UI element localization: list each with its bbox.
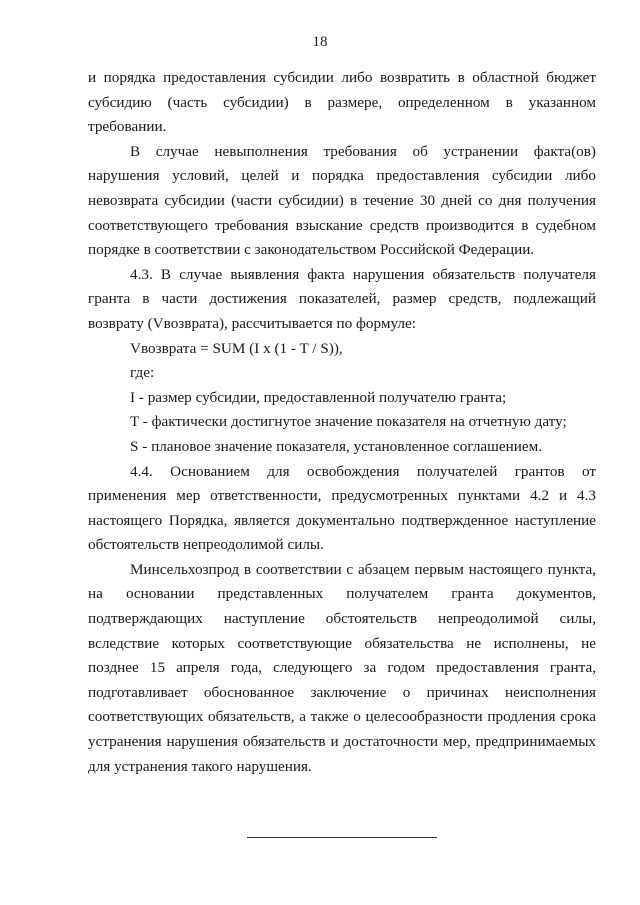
- text-line: обстоятельств непреодолимой силы.: [88, 536, 324, 554]
- paragraph-non-fulfillment: [88, 140, 596, 263]
- paragraph-clause-4-4: [88, 460, 596, 558]
- text-line: соответствующего требования взыскание средств производится в судебном: [88, 216, 596, 234]
- text-line: В случае невыполнения требования об устранении факта(ов): [130, 142, 596, 160]
- text-line: позднее 15 апреля года, следующего за годом предоставления гранта,: [88, 659, 596, 677]
- text-line: возврату (Vвозврата), рассчитывается по формуле:: [88, 314, 416, 332]
- paragraph-continuation: [88, 66, 596, 140]
- paragraph-where: [88, 361, 596, 386]
- text-line: T - фактически достигнутое значение показателя на отчетную дату;: [130, 413, 567, 431]
- paragraph-def-i: [88, 386, 596, 411]
- text-line: соответствующих обязательств, а также о целесообразности продления срока: [88, 708, 596, 726]
- text-line: и порядка предоставления субсидии либо возвратить в областной бюджет: [88, 69, 596, 86]
- text-line: 4.4. Основанием для освобождения получателей грантов от: [130, 462, 596, 480]
- text-line: порядке в соответствии с законодательством Российской Федерации.: [88, 241, 535, 259]
- text-line: требовании.: [88, 118, 167, 136]
- document-body: [88, 66, 596, 779]
- text-line: подтверждающих наступление обстоятельств непреодолимой силы,: [88, 610, 596, 628]
- text-line: подготавливает обоснованное заключение о причинах неисполнения: [88, 683, 596, 701]
- text-line: Vвозврата = SUM (I x (1 - T / S)),: [130, 339, 343, 357]
- text-line: S - плановое значение показателя, установленное соглашением.: [130, 437, 543, 455]
- text-line: I - размер субсидии, предоставленной получателю гранта;: [130, 388, 507, 406]
- page-number: 18: [312, 34, 328, 50]
- text-line: гранта в части достижения показателей, размер средств, подлежащий: [88, 290, 596, 308]
- text-line: вследствие которых соответствующие обязательства не исполнены, не: [88, 634, 596, 652]
- paragraph-formula: [88, 337, 596, 362]
- text-line: невозврата субсидии (части субсидии) в течение 30 дней со дня получения: [88, 191, 596, 209]
- text-line: устранения нарушения обязательств и достаточности мер, предпринимаемых: [88, 733, 596, 751]
- paragraph-clause-4-3: [88, 263, 596, 337]
- text-line: для устранения такого нарушения.: [88, 757, 312, 775]
- text-line: применения мер ответственности, предусмотренных пунктами 4.2 и 4.3: [88, 487, 596, 505]
- text-line: где:: [130, 364, 155, 382]
- paragraph-ministry: [88, 558, 596, 779]
- paragraph-def-t: [88, 410, 596, 435]
- text-line: Минсельхозпрод в соответствии с абзацем первым настоящего пункта,: [130, 560, 596, 578]
- text-line: нарушения условий, целей и порядка предоставления субсидии либо: [88, 167, 596, 185]
- footnote-separator: [247, 837, 437, 838]
- paragraph-def-s: [88, 435, 596, 460]
- text-line: субсидию (часть субсидии) в размере, определенном в указанном: [88, 93, 596, 111]
- text-line: настоящего Порядка, является документально подтвержденное наступление: [88, 511, 596, 529]
- text-line: на основании представленных получателем гранта документов,: [88, 585, 596, 603]
- text-line: 4.3. В случае выявления факта нарушения обязательств получателя: [130, 265, 596, 283]
